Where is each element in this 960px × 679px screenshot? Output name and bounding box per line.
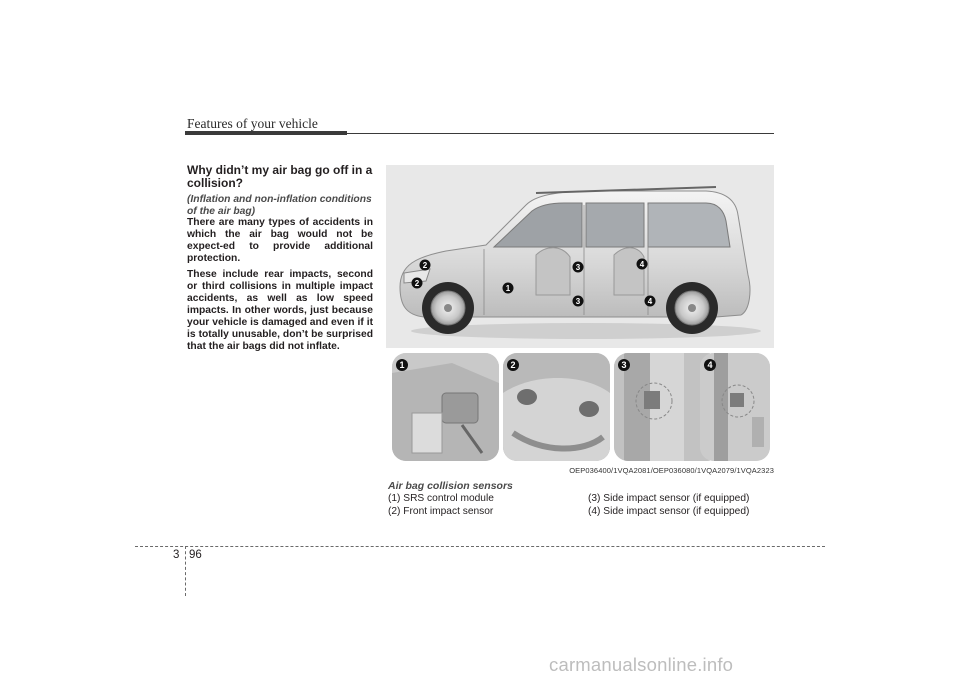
detail-srs-control-module-image [392, 353, 499, 461]
thumb-number-3: 3 [618, 359, 630, 371]
callout-3-lower: 3 [575, 297, 581, 306]
callout-2-upper: 2 [422, 261, 428, 270]
image-reference-code: OEP036400/1VQA2081/OEP036080/1VQA2079/1VQA2323 [569, 466, 774, 475]
legend-item: (3) Side impact sensor (if equipped) [588, 493, 750, 504]
section-heading: Why didn’t my air bag go off in a collision? [187, 163, 373, 190]
figure-caption-title: Air bag collision sensors [388, 480, 513, 492]
thumb-number-1: 1 [396, 359, 408, 371]
legend-item: (1) SRS control module [388, 493, 494, 504]
header-bar [185, 131, 347, 135]
paragraph: There are many types of accidents in which the air bag would not be expect-ed to provide additional protection. [187, 217, 373, 264]
section-subheading: (Inflation and non-inflation conditions of the air bag) [187, 194, 372, 217]
vehicle-illustration [386, 165, 774, 348]
callout-4-lower: 4 [647, 297, 653, 306]
callout-1: 1 [505, 284, 511, 293]
callout-2-lower: 2 [414, 279, 420, 288]
callout-3-upper: 3 [575, 263, 581, 272]
legend-item: (2) Front impact sensor [388, 506, 494, 517]
header-rule [347, 133, 774, 134]
chapter-number: 3 [173, 549, 180, 561]
footer-rule [135, 546, 825, 547]
body-text [187, 217, 373, 357]
thumb-number-2: 2 [507, 359, 519, 371]
detail-front-impact-sensor-image [503, 353, 610, 461]
page-number: 96 [189, 549, 202, 561]
watermark: carmanualsonline.info [549, 654, 734, 675]
thumb-number-4: 4 [704, 359, 716, 371]
legend-item: (4) Side impact sensor (if equipped) [588, 506, 750, 517]
paragraph: These include rear impacts, second or third collisions in multiple impact accidents, as well as low speed impacts. In other words, just because your vehicle is damaged and even if it is totally unusable, don’t be surprised that the air bags did not inflate. [187, 269, 373, 352]
footer-divider [185, 546, 186, 596]
callout-4-upper: 4 [639, 260, 645, 269]
detail-rear-side-impact-sensor-image [700, 353, 770, 461]
page-header-title: Features of your vehicle [187, 116, 318, 131]
